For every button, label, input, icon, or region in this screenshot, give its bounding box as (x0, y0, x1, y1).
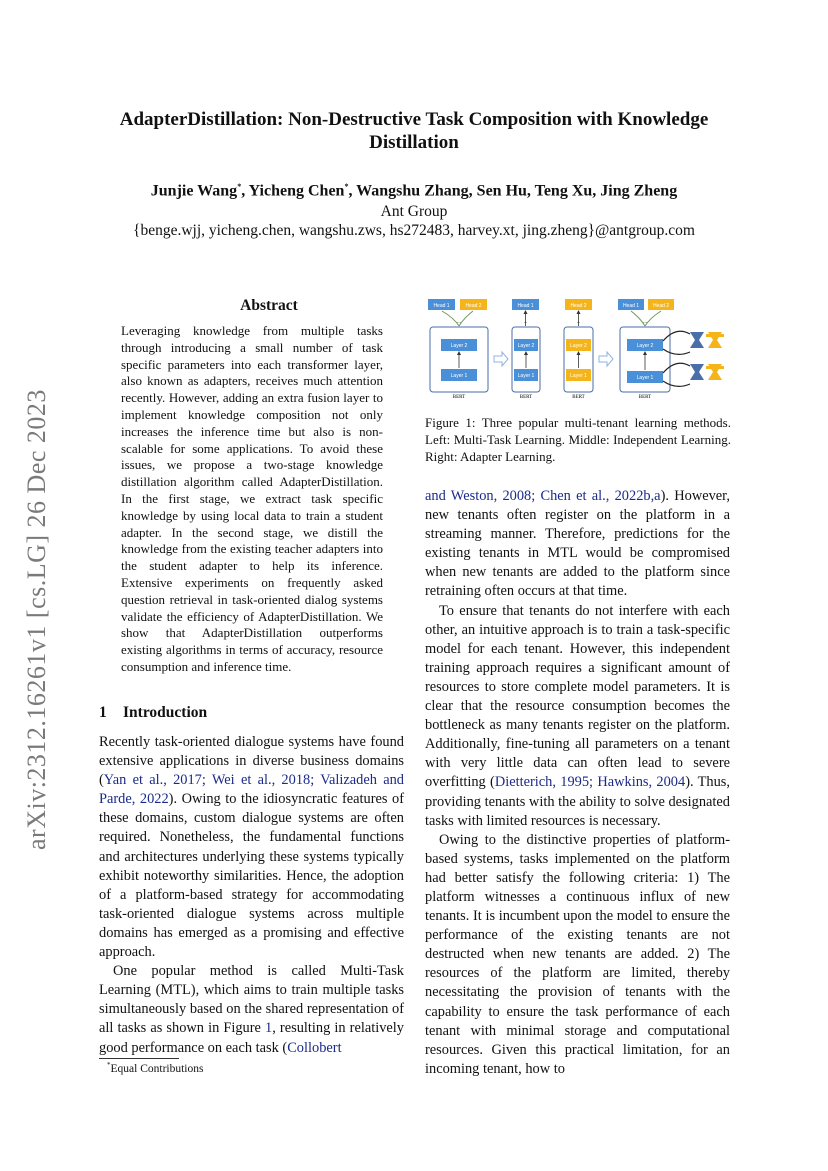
section-number: 1 (99, 704, 107, 721)
ellipsis: ... (576, 320, 581, 325)
ellipsis: ... (523, 320, 528, 325)
head-label: Head 2 (465, 303, 482, 309)
paper-title: AdapterDistillation: Non-Destructive Task Composition with Knowledge Distillation (119, 109, 709, 153)
adapter-icon (690, 364, 704, 380)
ellipsis: ... (457, 320, 461, 325)
citation-link[interactable]: Yan et al., 2017; Wei et al., 2018; Valizadeh and Parde, 2022 (99, 772, 404, 808)
transition-arrow-icon (494, 352, 508, 366)
citation-link[interactable]: Collobert (287, 1039, 342, 1056)
intro-paragraph-1: Recently task-oriented dialogue systems have found extensive applications in diverse business domains (Yan et al., 2017; Wei et al., 2018; Valizadeh and Parde, 2022). Owing to the idiosyncratic features of these domains, custom dialogue systems are often required. Nonetheless, the fundamental functions and architectures underlying these systems typically exhibit noteworthy similarities. Hence, the adoption of a platform-based strategy for accommodating task-oriented dialogue systems across multiple domains has emerged as a promising and effective approach. (99, 734, 404, 961)
left-column-body (99, 733, 404, 1058)
figure-caption: Figure 1: Three popular multi-tenant learning methods. Left: Multi-Task Learning. Middle: Independent Learning. Right: Adapter Learning. (425, 415, 731, 464)
layer-label: Layer 2 (517, 343, 535, 349)
layer-label: Layer 1 (636, 375, 654, 381)
head-label: Head 2 (652, 303, 670, 309)
head-label: Head 2 (570, 303, 587, 309)
layer-label: Layer 1 (570, 373, 587, 379)
layer-label: Layer 1 (517, 373, 535, 379)
intro-paragraph-2-continued: and Weston, 2008; Chen et al., 2022b,a). However, new tenants often register on the platform in a streaming manner. Therefore, predictions for the existing tenants in MTL would be compromised when new tenants are added to the platform since retraining often occurs at that time. (425, 488, 730, 600)
arxiv-identifier-text: arXiv:2312.16261v1 [cs.LG] 26 Dec 2023 (22, 389, 51, 850)
bert-label: BERT (638, 395, 652, 400)
bert-label: BERT (452, 395, 466, 400)
figure-ref-link[interactable]: 1 (265, 1020, 273, 1037)
citation-link[interactable]: and Weston, 2008; Chen et al., 2022b,a (425, 488, 661, 504)
adapter-icon (690, 332, 704, 348)
intro-paragraph-3: To ensure that tenants do not interfere with each other, an intuitive approach is to train a task-specific model for each tenant. However, this independent training approach requires a significant amount of resources to store complete model parameters. It is clear that the resource consumption becomes the bottleneck as many tenants register on the platform. Additionally, fine-tuning all parameters on a tenant with very little data can often lead to severe overfitting (Dietterich, 1995; Hawkins, 2004). Thus, providing tenants with the ability to solve designated tasks with limited resources is necessary. (425, 602, 731, 829)
layer-label: Layer 2 (570, 343, 587, 349)
footnote-rule (99, 1058, 179, 1059)
section-title: Introduction (123, 704, 208, 721)
layer-label: Layer 2 (450, 343, 468, 349)
head-label: Head 1 (517, 303, 534, 309)
abstract-text: Leveraging knowledge from multiple tasks through introducing a small number of task specific parameters into each transformer layer, also known as adapters, receives much attention recently. However, adding an extra fusion layer to implement knowledge composition not only increases the inference time but also is non-scalable for some applications. To avoid these issues, we propose a two-stage knowledge distillation algorithm called AdapterDistillation. In the first stage, we extract task specific knowledge by using local data to train a student adapter. In the second stage, we distill the knowledge from the existing teacher adapters into the student adapter to help its inference. Extensive experiments on frequently asked question retrieval in task-oriented dialog systems validate the efficiency of AdapterDistillation. We show that AdapterDistillation outperforms existing algorithms in terms of accuracy, resource consumption and inference time. (121, 323, 383, 674)
intro-paragraph-4: Owing to the distinctive properties of platform-based systems, tasks implemented on the platform had better satisfy the following criteria: 1) The platform witnesses a continuous influx of new tenants. It is incumbent upon the model to ensure the performance of the existing tenants are not destructed when new tenants are added. 2) The resources of the platform are limited, thereby necessitating the provision of tenants with the capability to ensure the task performance of each tenant with minimal storage and computational resources. Given this practical limitation, for an incoming tenant, how to (425, 831, 730, 1077)
head-label: Head 1 (622, 303, 640, 309)
transition-arrow-icon (599, 352, 613, 366)
abstract-heading: Abstract (240, 297, 298, 314)
affiliation: Ant Group (380, 203, 448, 220)
authors: Junjie Wang*, Yicheng Chen*, Wangshu Zhang, Sen Hu, Teng Xu, Jing Zheng (150, 182, 678, 200)
head-label: Head 1 (433, 303, 450, 309)
intro-paragraph-2: One popular method is called Multi-Task Learning (MTL), which aims to train multiple tasks simultaneously based on the shared representation of all tasks as shown in Figure 1, resulting in relatively good performance on each task (Collobert (99, 963, 404, 1056)
bert-label: BERT (519, 395, 533, 400)
section-heading (99, 704, 207, 722)
footnote: *Equal Contributions (107, 1061, 204, 1075)
arxiv-identifier (22, 360, 62, 860)
author-emails: {benge.wjj, yicheng.chen, wangshu.zws, hs272483, harvey.xt, jing.zheng}@antgroup.com (133, 222, 695, 239)
right-column-body (425, 487, 730, 1079)
figure-1-diagram (424, 294, 730, 404)
bert-label: BERT (572, 395, 585, 400)
layer-label: Layer 2 (636, 343, 654, 349)
ellipsis: ... (643, 320, 647, 325)
citation-link[interactable]: Dietterich, 1995; Hawkins, 2004 (494, 774, 686, 791)
layer-label: Layer 1 (450, 373, 468, 379)
